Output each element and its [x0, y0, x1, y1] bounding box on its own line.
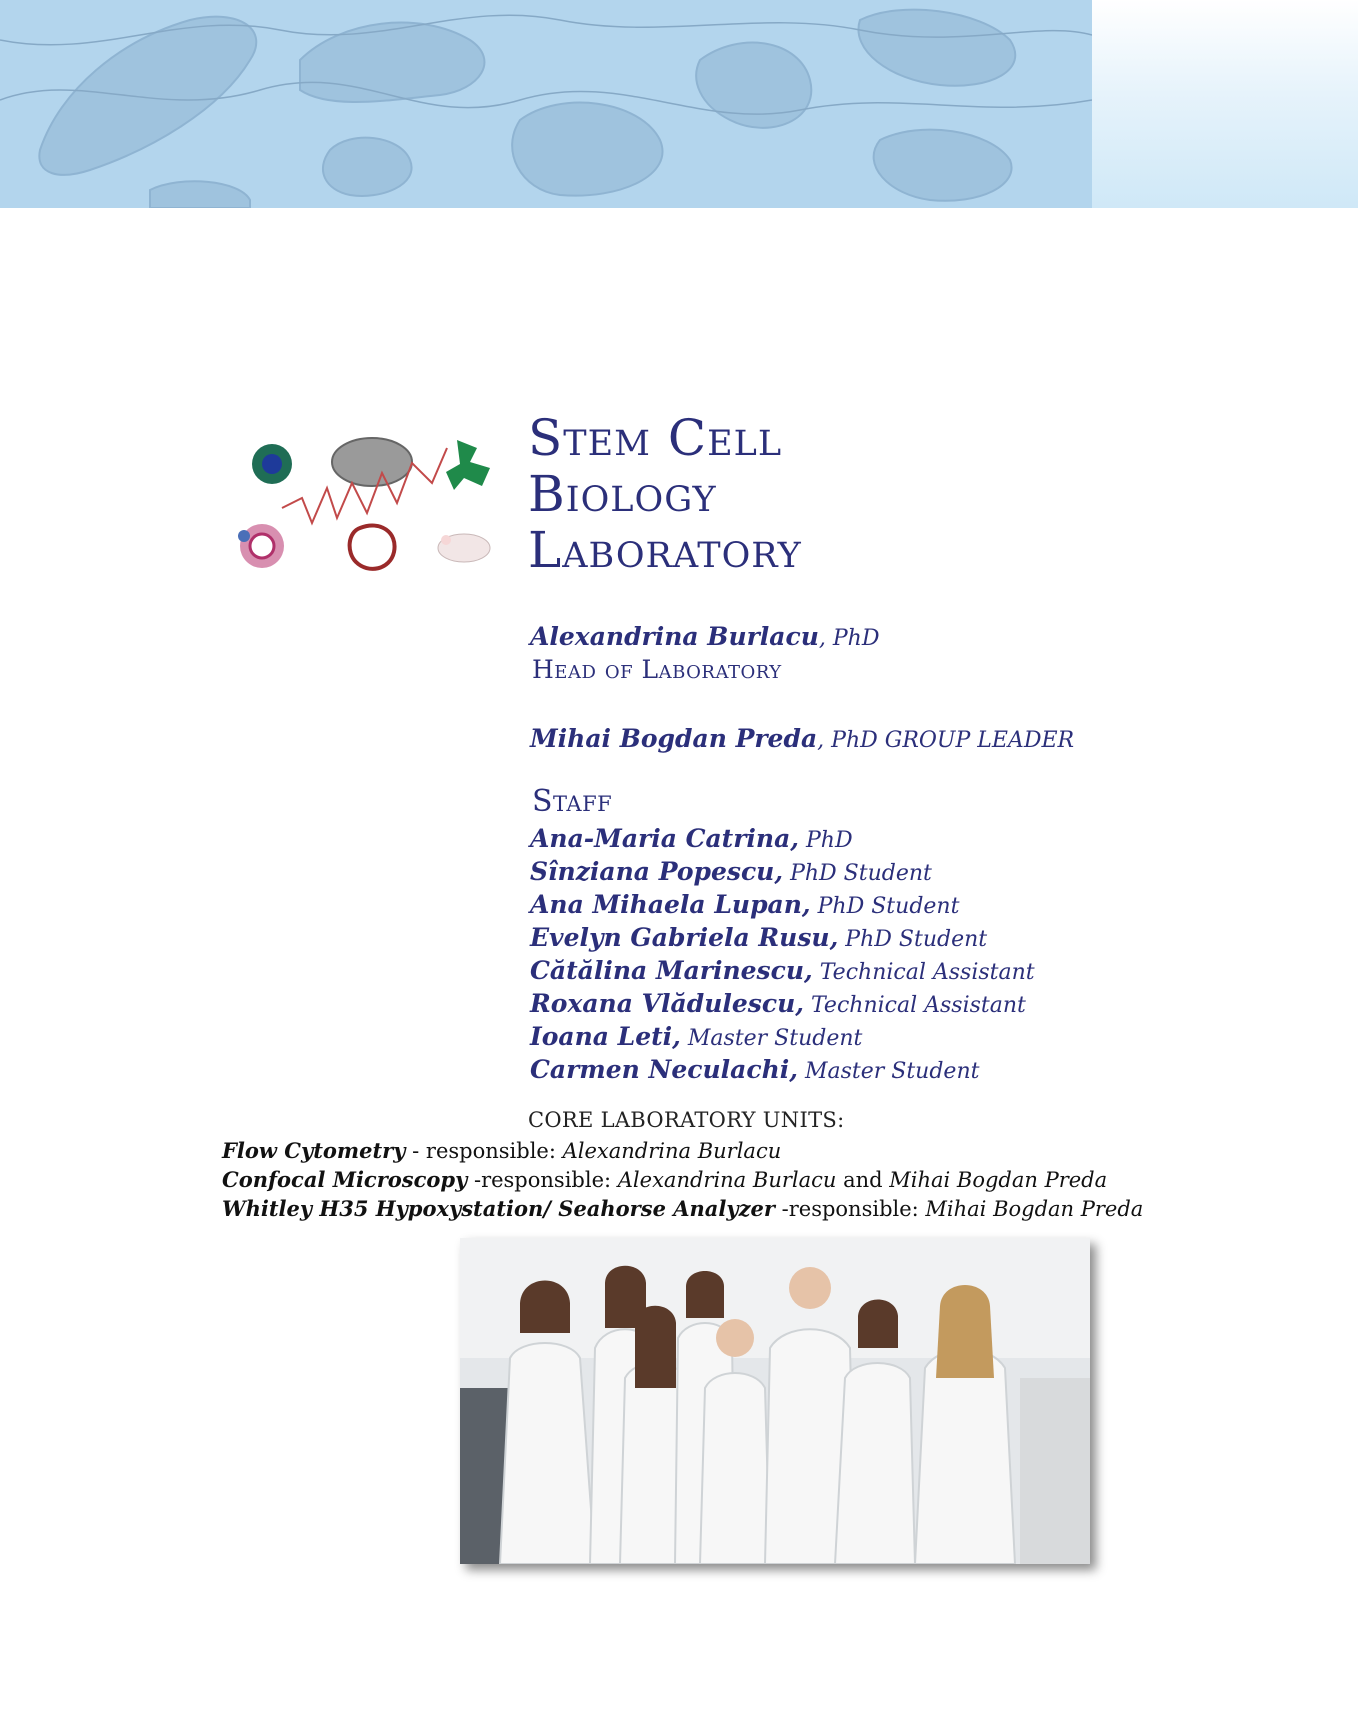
group-leader-name: Mihai Bogdan Preda: [530, 724, 818, 753]
lab-team-photo: [460, 1238, 1090, 1564]
core-unit-item: [222, 1165, 1143, 1194]
header-gradient-panel: [1092, 0, 1358, 208]
staff-member: [530, 921, 1035, 954]
core-units-list: [222, 1136, 1143, 1223]
staff-name: Carmen Neculachi,: [530, 1055, 798, 1084]
core-unit-name: Flow Cytometry: [222, 1138, 406, 1163]
staff-role: Master Student: [680, 1026, 863, 1051]
lab-title: [528, 410, 802, 578]
core-unit-name: Whitley H35 Hypoxystation/ Seahorse Analyzer: [222, 1196, 775, 1221]
staff-name: Ana Mihaela Lupan,: [530, 890, 811, 919]
core-unit-responsible: Alexandrina Burlacu: [562, 1139, 782, 1163]
staff-member: [530, 888, 1035, 921]
staff-role: PhD Student: [810, 894, 960, 919]
lab-title-line-3: Laboratory: [528, 521, 802, 579]
staff-name: Cătălina Marinescu,: [530, 956, 813, 985]
group-leader-entry: [530, 724, 1074, 753]
staff-role: Technical Assistant: [803, 993, 1026, 1018]
staff-name: Sînziana Popescu,: [530, 857, 784, 886]
staff-member: [530, 855, 1035, 888]
core-unit-responsible: Alexandrina Burlacu: [617, 1168, 837, 1192]
staff-role: Master Student: [797, 1059, 980, 1084]
core-unit-sep: - responsible:: [405, 1139, 563, 1163]
core-unit-item: [222, 1194, 1143, 1223]
core-unit-name: Confocal Microscopy: [222, 1167, 468, 1192]
lab-title-line-2: Biology: [528, 465, 717, 523]
core-unit-sep: -responsible:: [467, 1168, 618, 1192]
staff-heading: Staff: [532, 784, 613, 819]
staff-role: PhD: [798, 828, 853, 853]
staff-member: [530, 1020, 1035, 1053]
stem-cell-collage-logo: [232, 428, 512, 578]
staff-list: [530, 822, 1035, 1086]
staff-role: Technical Assistant: [812, 960, 1035, 985]
staff-name: Ioana Leti,: [530, 1022, 681, 1051]
staff-name: Ana-Maria Catrina,: [530, 824, 799, 853]
staff-role: PhD Student: [838, 927, 988, 952]
staff-member: [530, 954, 1035, 987]
head-of-lab-entry: [530, 622, 880, 651]
core-unit-responsible: Mihai Bogdan Preda: [925, 1197, 1144, 1221]
core-unit-sep: -responsible:: [774, 1197, 926, 1221]
staff-member: [530, 1053, 1035, 1086]
staff-role: PhD Student: [783, 861, 932, 886]
core-unit-responsible-2: Mihai Bogdan Preda: [889, 1168, 1108, 1192]
core-unit-and: and: [836, 1168, 890, 1192]
core-unit-item: [222, 1136, 1143, 1165]
header-band: [0, 0, 1358, 208]
core-units-heading: CORE LABORATORY UNITS:: [528, 1108, 845, 1132]
lab-title-line-1: Stem Cell: [528, 409, 783, 467]
staff-name: Evelyn Gabriela Rusu,: [530, 923, 839, 952]
staff-member: [530, 822, 1035, 855]
head-degree: , PhD: [818, 626, 880, 651]
staff-name: Roxana Vlădulescu,: [530, 989, 804, 1018]
staff-member: [530, 987, 1035, 1020]
header-micrograph-image: [0, 0, 1092, 208]
group-leader-role: , PhD GROUP LEADER: [817, 728, 1075, 753]
head-name: Alexandrina Burlacu: [530, 622, 819, 651]
head-role: Head of Laboratory: [532, 655, 782, 684]
